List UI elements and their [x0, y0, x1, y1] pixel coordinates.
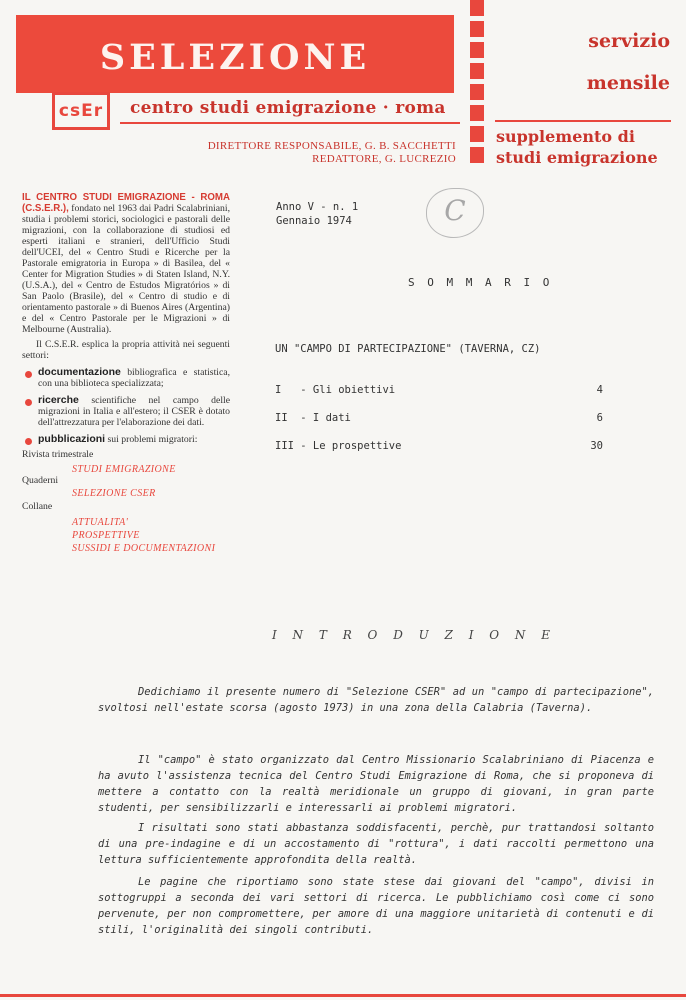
list-item [22, 434, 230, 445]
summary-heading: S O M M A R I O [408, 276, 553, 289]
bullet-text: bibliografica e statistica, con una biblioteca specializzata; [38, 367, 230, 389]
quaderni-title: SELEZIONE CSER [72, 488, 156, 499]
intro-paragraph [98, 752, 654, 816]
cser-description [22, 192, 230, 335]
collane-list [22, 516, 230, 555]
cser-info-column [22, 192, 230, 555]
cser-activity: Il C.S.E.R. esplica la propria attività nei seguenti settori: [22, 339, 230, 361]
issue-info [276, 200, 358, 228]
bullet-head: ricerche [38, 394, 79, 406]
paragraph-text: Dedichiamo il presente numero di "Selezione CSER" ad un "campo di partecipazione", svoltosi nell'estate scorsa (agosto 1973) in una zona della Calabria (Taverna). [98, 686, 654, 714]
toc-label: III - Le prospettive [275, 440, 402, 452]
bullet-icon [25, 438, 32, 445]
collane-title: SUSSIDI E DOCUMENTAZIONI [72, 543, 216, 554]
editor-line: REDATTORE, G. LUCREZIO [312, 153, 456, 165]
bullet-head: documentazione [38, 366, 121, 378]
handwritten-mark: C [426, 188, 484, 238]
paragraph-text: Il "campo" è stato organizzato dal Centro Missionario Scalabriniano di Piacenza e ha avuto l'assistenza tecnica del Centro Studi Emigrazione di Roma, che si proponeva di mettere a contatto con la realtà meridionale un gruppo di giovani, in gran parte studenti, per sensibilizzarli e interessarli ai problemi migratori. [98, 754, 654, 814]
bullet-text: scientifiche nel campo delle migrazioni in Italia e all'estero; il CSER è dotato dell'attrezzatura per l'elaborazione dei dati. [38, 395, 230, 428]
staff-credits [208, 140, 456, 166]
paragraph-text: Le pagine che riportiamo sono state stese dai giovani del "campo", divisi in sottogruppi a seconda dei vari settori di ricerca. Le pubblichiamo così come ci sono pervenute, per non compromettere, per amore di una maggiore unitarietà di contenuti e di stili, l'originalità dei singoli contributi. [98, 876, 654, 936]
bullet-text: sui problemi migratori: [107, 434, 198, 445]
rivista-label: Rivista trimestrale [22, 449, 94, 460]
toc-page: 6 [596, 412, 603, 424]
cser-name: IL CENTRO STUDI EMIGRAZIONE - ROMA (C.S.E.R.), [22, 192, 230, 214]
bullet-icon [25, 371, 32, 378]
service-label [505, 20, 670, 104]
toc-page: 4 [596, 384, 603, 396]
masthead-title: SELEZIONE [99, 37, 371, 78]
issue-date: Gennaio 1974 [276, 215, 352, 227]
intro-paragraph [98, 874, 654, 938]
red-divider-column [470, 0, 484, 165]
summary-article-title: UN "CAMPO DI PARTECIPAZIONE" (TAVERNA, CZ) [275, 343, 541, 355]
supplement-line-2: studi emigrazione [496, 148, 658, 167]
collane-label: Collane [22, 501, 53, 512]
toc-label: I - Gli obiettivi [275, 384, 396, 396]
toc-row [275, 440, 603, 452]
supplement-label [496, 126, 658, 168]
collane-title: ATTUALITA' [72, 517, 129, 528]
paragraph-text: I risultati sono stati abbastanza soddisfacenti, perchè, pur trattandosi soltanto di una pre-indagine e di un accostamento di "rottura", i dati raccolti permettono una lettura sufficientemente approfondita della realtà. [98, 822, 654, 866]
cser-logo: csEr [52, 92, 110, 130]
list-item [22, 395, 230, 428]
issue-number: Anno V - n. 1 [276, 201, 359, 213]
supplement-line-1: supplemento di [496, 127, 635, 146]
header-rule [120, 122, 460, 124]
toc-row [275, 412, 603, 424]
toc-row [275, 384, 603, 396]
bullet-head: pubblicazioni [38, 433, 106, 445]
cser-intro: fondato nel 1963 dai Padri Scalabriniani, studia i problemi storici, sociologici e pastorali delle migrazioni, con la collaborazione di studiosi ed esperti italiani e stranieri, dell'Ufficio Studi dell'UCEI, del « Centro Studi e Ricerche per la Pastorale emigratoria in Europa » di Basilea, del « Center for Migration Studies » di Staten Island, N.Y. (U.S.A.), del « Centro de Estudos Migratórios » di San Paolo (Brasile), del « Centro di studio e di orientamento pastorale » di Buenos Aires (Argentina) e del « Centro Pastorale per le Migrazioni » di Melbourne (Australia). [22, 203, 231, 335]
quaderni-label: Quaderni [22, 475, 59, 486]
toc-label: II - I dati [275, 412, 351, 424]
intro-paragraph [98, 820, 654, 868]
service-line-2: mensile [586, 72, 670, 94]
rivista-title: STUDI EMIGRAZIONE [72, 464, 176, 475]
bullet-icon [25, 399, 32, 406]
director-line: DIRETTORE RESPONSABILE, G. B. SACCHETTI [207, 140, 456, 152]
collane-title: PROSPETTIVE [72, 530, 140, 541]
right-rule [495, 120, 671, 122]
intro-paragraph [98, 684, 654, 716]
toc-page: 30 [590, 440, 603, 452]
masthead-bar [16, 15, 454, 93]
list-item [22, 367, 230, 389]
masthead-subtitle: centro studi emigrazione · roma [130, 98, 446, 118]
intro-heading: I N T R O D U Z I O N E [272, 628, 556, 642]
service-line-1: servizio [588, 30, 670, 52]
bottom-rule [0, 994, 686, 997]
